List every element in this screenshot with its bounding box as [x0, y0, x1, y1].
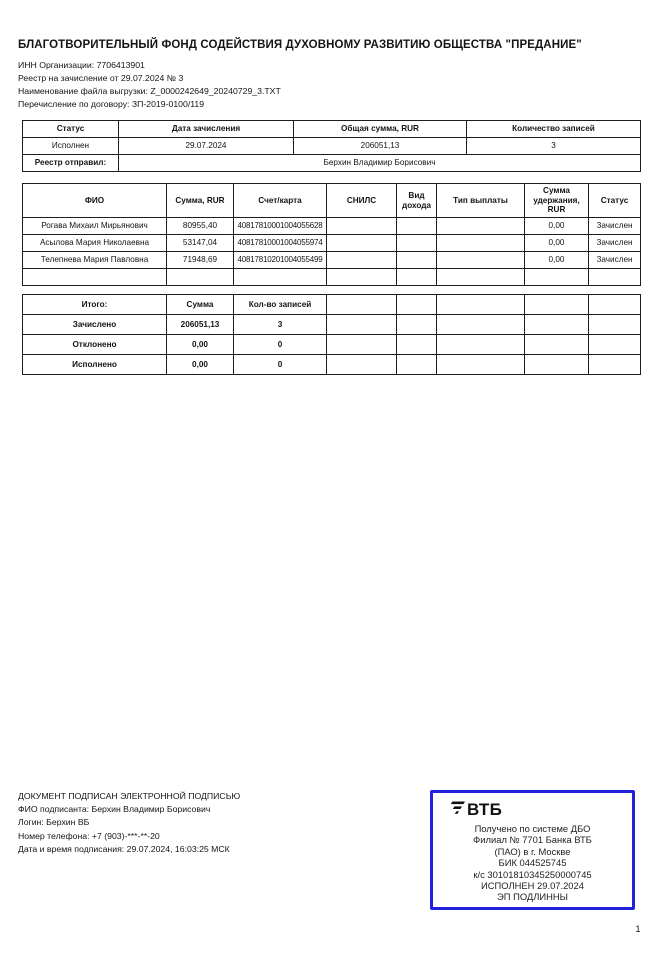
register-table-header-row — [23, 184, 641, 218]
info-line-contract: Перечисление по договору: ЗП-2019-0100/119 — [18, 99, 205, 109]
totals-table — [22, 294, 641, 375]
withhold-amount: 0,00 — [525, 235, 589, 252]
totals-caption: Итого: — [23, 295, 167, 315]
stamp-line: к/с 30101810345250000745 — [473, 868, 592, 880]
records-count: 3 — [467, 138, 641, 155]
snils-cell — [327, 252, 397, 269]
totals-label: Отклонено — [23, 335, 167, 355]
table-row — [23, 315, 641, 335]
table-row — [23, 252, 641, 269]
column-header: Кол-во записей — [234, 295, 327, 315]
vtb-wings-icon — [449, 801, 465, 815]
person-name: Телепнева Мария Павловна — [23, 252, 167, 269]
snils-cell — [327, 218, 397, 235]
sender-value: Берхин Владимир Борисович — [119, 155, 641, 172]
totals-count: 0 — [234, 335, 327, 355]
signer-login: Логин: Берхин ВБ — [18, 817, 90, 828]
page-title: БЛАГОТВОРИТЕЛЬНЫЙ ФОНД СОДЕЙСТВИЯ ДУХОВНОМУ РАЗВИТИЮ ОБЩЕСТВА "ПРЕДАНИЕ" — [18, 39, 582, 51]
status-table — [22, 120, 641, 172]
status-table-header-row — [23, 121, 641, 138]
row-status: Зачислен — [589, 218, 641, 235]
column-header: Статус — [23, 121, 119, 138]
table-row — [23, 335, 641, 355]
row-status: Зачислен — [589, 235, 641, 252]
income-type-cell — [397, 235, 437, 252]
info-line-inn: ИНН Организации: 7706413901 — [18, 60, 145, 70]
signing-datetime: Дата и время подписания: 29.07.2024, 16:03:25 МСК — [18, 843, 230, 854]
income-type-cell — [397, 218, 437, 235]
stamp-line: (ПАО) в г. Москве — [494, 845, 571, 857]
withhold-amount: 0,00 — [525, 252, 589, 269]
column-header: Сумма, RUR — [167, 184, 234, 218]
table-row — [23, 218, 641, 235]
column-header: Дата зачисления — [119, 121, 294, 138]
vtb-logo — [449, 800, 632, 820]
column-header: Статус — [589, 184, 641, 218]
totals-sum: 0,00 — [167, 355, 234, 375]
totals-sum: 0,00 — [167, 335, 234, 355]
income-type-cell — [397, 252, 437, 269]
stamp-line: ИСПОЛНЕН 29.07.2024 — [481, 880, 584, 892]
account-number: 40817810001004055974 — [234, 235, 327, 252]
column-header: Вид дохода — [397, 184, 437, 218]
table-row — [23, 355, 641, 375]
stamp-line: Филиал № 7701 Банка ВТБ — [473, 834, 592, 846]
row-status: Зачислен — [589, 252, 641, 269]
stamp-text — [433, 823, 632, 903]
totals-sum: 206051,13 — [167, 315, 234, 335]
register-table — [22, 183, 641, 286]
stamp-line: Получено по системе ДБО — [474, 823, 591, 834]
signature-block — [18, 790, 240, 856]
info-line-file: Наименование файла выгрузки: Z_0000242649_20240729_3.TXT — [18, 86, 281, 96]
withhold-amount: 0,00 — [525, 218, 589, 235]
column-header: Количество записей — [467, 121, 641, 138]
bank-name: ВТБ — [467, 800, 503, 819]
document-info — [18, 59, 642, 111]
signature-title: ДОКУМЕНТ ПОДПИСАН ЭЛЕКТРОННОЙ ПОДПИСЬЮ — [18, 791, 241, 801]
column-header: Сумма удержания, RUR — [525, 184, 589, 218]
amount: 80955,40 — [167, 218, 234, 235]
totals-label: Исполнено — [23, 355, 167, 375]
amount: 53147,04 — [167, 235, 234, 252]
page-number: 1 — [635, 924, 641, 934]
credit-date: 29.07.2024 — [119, 138, 294, 155]
totals-label: Зачислено — [23, 315, 167, 335]
totals-caption-row — [23, 295, 641, 315]
column-header: СНИЛС — [327, 184, 397, 218]
signer-phone: Номер телефона: +7 (903)-***-**-20 — [18, 830, 160, 841]
person-name: Рогава Михаил Мирьянович — [23, 218, 167, 235]
column-header: Счет/карта — [234, 184, 327, 218]
column-header: Тип выплаты — [437, 184, 525, 218]
amount: 71948,69 — [167, 252, 234, 269]
account-number: 40817810001004055628 — [234, 218, 327, 235]
payment-type-cell — [437, 235, 525, 252]
stamp-line: ЭП ПОДЛИННЫ — [497, 891, 568, 903]
status-table-value-row — [23, 138, 641, 155]
column-header: Общая сумма, RUR — [294, 121, 467, 138]
account-number: 40817810201004055499 — [234, 252, 327, 269]
column-header: ФИО — [23, 184, 167, 218]
signer-name: ФИО подписанта: Берхин Владимир Борисович — [18, 804, 211, 815]
total-sum: 206051,13 — [294, 138, 467, 155]
info-line-registry: Реестр на зачисление от 29.07.2024 № 3 — [18, 73, 184, 83]
sender-label: Реестр отправил: — [23, 155, 119, 172]
stamp-line: БИК 044525745 — [498, 857, 567, 869]
totals-count: 0 — [234, 355, 327, 375]
payment-type-cell — [437, 218, 525, 235]
payment-type-cell — [437, 252, 525, 269]
totals-count: 3 — [234, 315, 327, 335]
status-table-sender-row — [23, 155, 641, 172]
empty-row — [23, 269, 641, 286]
snils-cell — [327, 235, 397, 252]
column-header: Сумма — [167, 295, 234, 315]
table-row — [23, 235, 641, 252]
status-value: Исполнен — [23, 138, 119, 155]
person-name: Асылова Мария Николаевна — [23, 235, 167, 252]
vtb-stamp — [430, 790, 635, 910]
